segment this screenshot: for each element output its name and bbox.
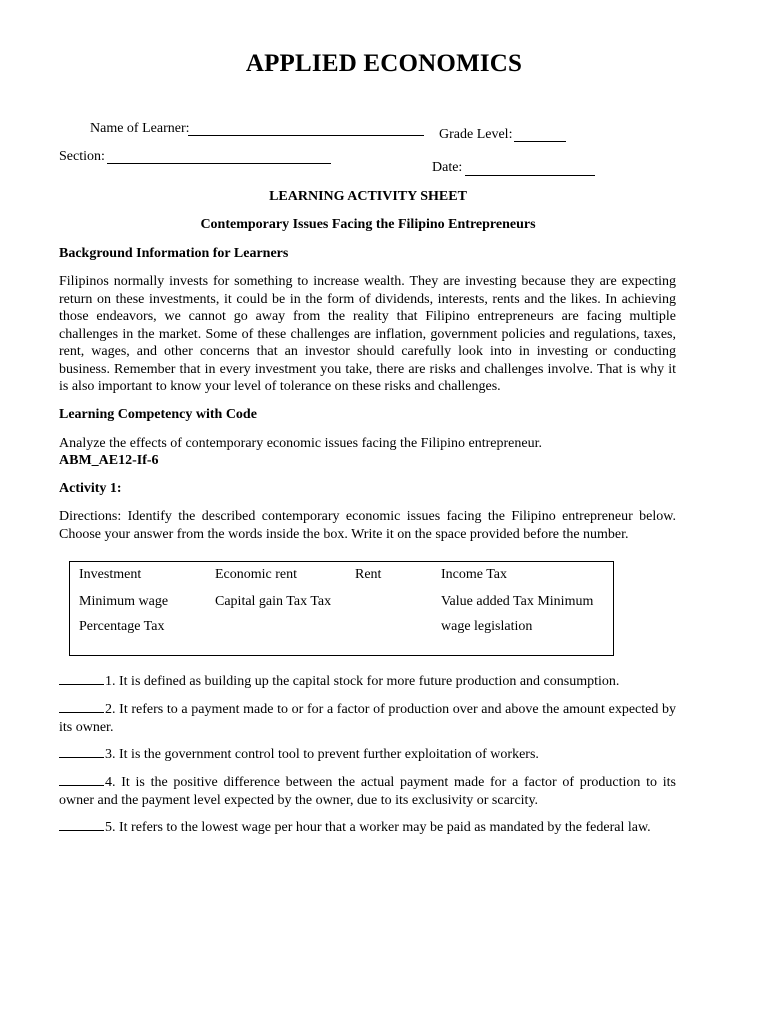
- word-choice: Minimum wage: [79, 594, 169, 609]
- activity-heading: Activity 1:: [59, 481, 122, 496]
- grade-level-field[interactable]: [514, 141, 566, 142]
- sheet-heading: LEARNING ACTIVITY SHEET: [269, 189, 467, 204]
- question-text: 2. It refers to a payment made to or for a factor of production over and above the amount expected by its owner.: [59, 702, 676, 735]
- background-heading: Background Information for Learners: [59, 246, 289, 261]
- word-choice: Income Tax: [441, 567, 508, 582]
- date-field[interactable]: [465, 175, 595, 176]
- competency-text: Analyze the effects of contemporary economic issues facing the Filipino entrepreneur.: [59, 436, 542, 451]
- question-text: 1. It is defined as building up the capital stock for more future production and consumption.: [105, 674, 620, 689]
- question-text: 3. It is the government control tool to prevent further exploitation of workers.: [105, 747, 539, 762]
- answer-blank[interactable]: [59, 773, 104, 786]
- sheet-subheading: Contemporary Issues Facing the Filipino Entrepreneurs: [200, 217, 536, 232]
- word-choice: Economic rent: [215, 567, 298, 582]
- word-choice: Value added Tax Minimum: [441, 594, 594, 609]
- document-title: APPLIED ECONOMICS: [245, 50, 523, 77]
- answer-blank[interactable]: [59, 745, 104, 758]
- question-text: 5. It refers to the lowest wage per hour that a worker may be paid as mandated by the federal law.: [105, 820, 651, 835]
- activity-directions: Directions: Identify the described contemporary economic issues facing the Filipino entrepreneur below. Choose your answer from the words inside the box. Write it on the space provided before the number.: [59, 509, 676, 542]
- grade-level-label: Grade Level:: [439, 127, 513, 142]
- question-text: 4. It is the positive difference between the actual payment made for a factor of production to its owner and the payment level expected by the owner, due to its exclusivity or scarcity.: [59, 775, 676, 808]
- word-choice: wage legislation: [441, 619, 533, 634]
- word-choice: Rent: [355, 567, 382, 582]
- word-choice: Percentage Tax: [79, 619, 165, 634]
- section-label: Section:: [59, 149, 105, 164]
- section-field[interactable]: [107, 163, 331, 164]
- competency-code: ABM_AE12-If-6: [59, 453, 159, 468]
- question-item: [59, 773, 676, 809]
- background-text: Filipinos normally invests for something to increase wealth. They are investing because they are expecting return on these investments, it could be in the form of dividends, interests, rents and the likes. In achieving those endeavors, we cannot go away from the reality that Filipino entrepreneurs are facing multiple challenges in the market. Some of these challenges are inflation, government policies and regulations, taxes, rent, wages, and other concerns that an investor should carefully look into in investing or conducting business. Remember that in every investment you take, there are risks and challenges involve. That is why it is also important to know your level of tolerance on these risks and challenges.: [59, 274, 676, 394]
- date-label: Date:: [432, 160, 463, 175]
- question-item: [59, 745, 676, 764]
- answer-blank[interactable]: [59, 700, 104, 713]
- word-choice: Capital gain Tax Tax: [215, 594, 332, 609]
- answer-blank[interactable]: [59, 818, 104, 831]
- name-of-learner-field[interactable]: [188, 135, 424, 136]
- word-choice: Investment: [79, 567, 142, 582]
- name-of-learner-label: Name of Learner:: [90, 121, 190, 136]
- answer-blank[interactable]: [59, 672, 104, 685]
- question-item: [59, 672, 676, 691]
- competency-heading: Learning Competency with Code: [59, 407, 257, 422]
- question-item: [59, 818, 676, 837]
- question-item: [59, 700, 676, 736]
